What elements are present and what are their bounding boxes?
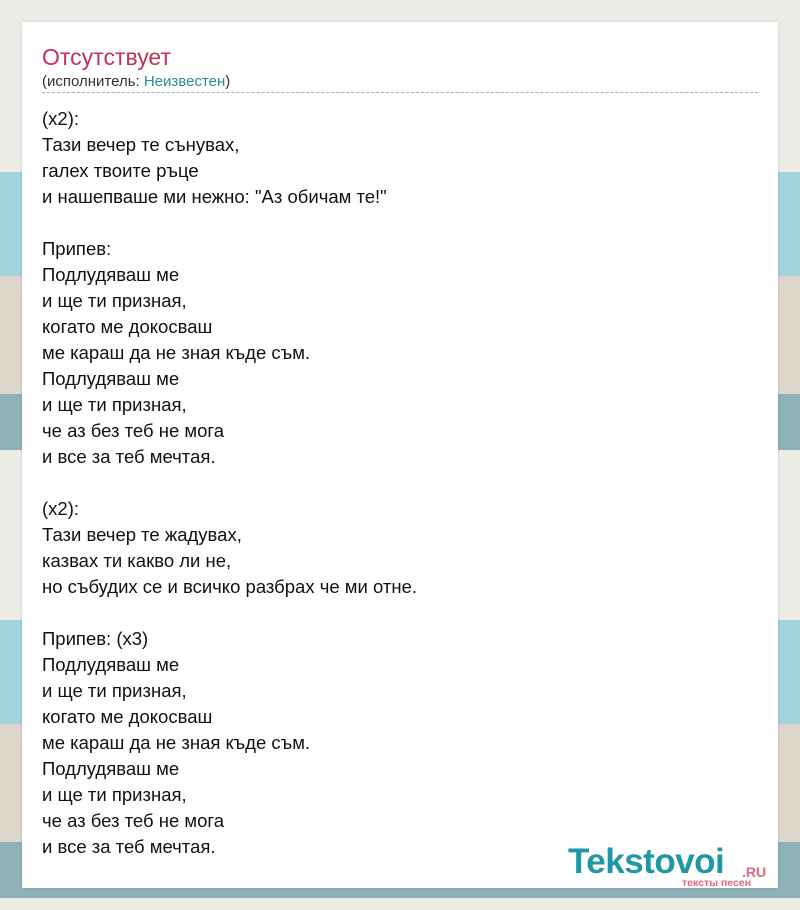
lyric-line: когато ме докосваш xyxy=(42,706,213,727)
lyric-line: Подлудяваш ме xyxy=(42,654,180,675)
lyric-line: и ще ти призная, xyxy=(42,784,187,805)
lyric-line: ме караш да не зная къде съм. xyxy=(42,342,311,363)
lyric-line: Припев: xyxy=(42,238,112,259)
artist-prefix: (исполнитель: xyxy=(42,73,144,90)
lyric-line: и все за теб мечтая. xyxy=(42,446,216,467)
lyric-line: галех твоите ръце xyxy=(42,160,199,181)
stripe-light xyxy=(0,898,800,910)
lyric-line: когато ме докосваш xyxy=(42,316,213,337)
lyric-line: Подлудяваш ме xyxy=(42,368,180,389)
lyric-line: че аз без теб не мога xyxy=(42,420,225,441)
lyric-line: Подлудяваш ме xyxy=(42,758,180,779)
lyric-line xyxy=(42,210,417,236)
lyric-line: Тази вечер те жадувах, xyxy=(42,524,242,545)
lyric-line xyxy=(42,600,417,626)
lyrics-card xyxy=(22,22,778,888)
song-title: Отсутствует xyxy=(42,44,171,70)
logo-wordmark: Tekstovoi xyxy=(568,842,725,881)
site-logo[interactable] xyxy=(568,842,773,889)
lyric-line: Припев: (x3) xyxy=(42,628,149,649)
lyric-line: и все за теб мечтая. xyxy=(42,836,216,857)
lyric-line: Тази вечер те сънувах, xyxy=(42,134,240,155)
lyric-line: и ще ти призная, xyxy=(42,394,187,415)
logo-tagline: тексты песен xyxy=(682,877,752,889)
lyric-line: че аз без теб не мога xyxy=(42,810,225,831)
lyric-line: ме караш да не зная къде съм. xyxy=(42,732,311,753)
lyric-line: (x2): xyxy=(42,498,79,519)
lyric-line: и ще ти призная, xyxy=(42,680,187,701)
lyrics-text xyxy=(42,106,417,860)
dashed-divider xyxy=(42,92,758,93)
lyric-line xyxy=(42,470,417,496)
artist-line xyxy=(42,73,230,90)
lyric-line: Подлудяваш ме xyxy=(42,264,180,285)
artist-suffix: ) xyxy=(225,73,231,90)
lyric-line: но събудих се и всичко разбрах че ми отне. xyxy=(42,576,417,597)
artist-link[interactable]: Неизвестен xyxy=(143,73,226,90)
lyric-line: и нашепваше ми нежно: "Аз обичам те!" xyxy=(42,186,387,207)
lyric-line: и ще ти призная, xyxy=(42,290,187,311)
lyric-line: (x2): xyxy=(42,108,79,129)
logo-domain: .RU xyxy=(742,864,767,880)
lyric-line: казвах ти какво ли не, xyxy=(42,550,232,571)
